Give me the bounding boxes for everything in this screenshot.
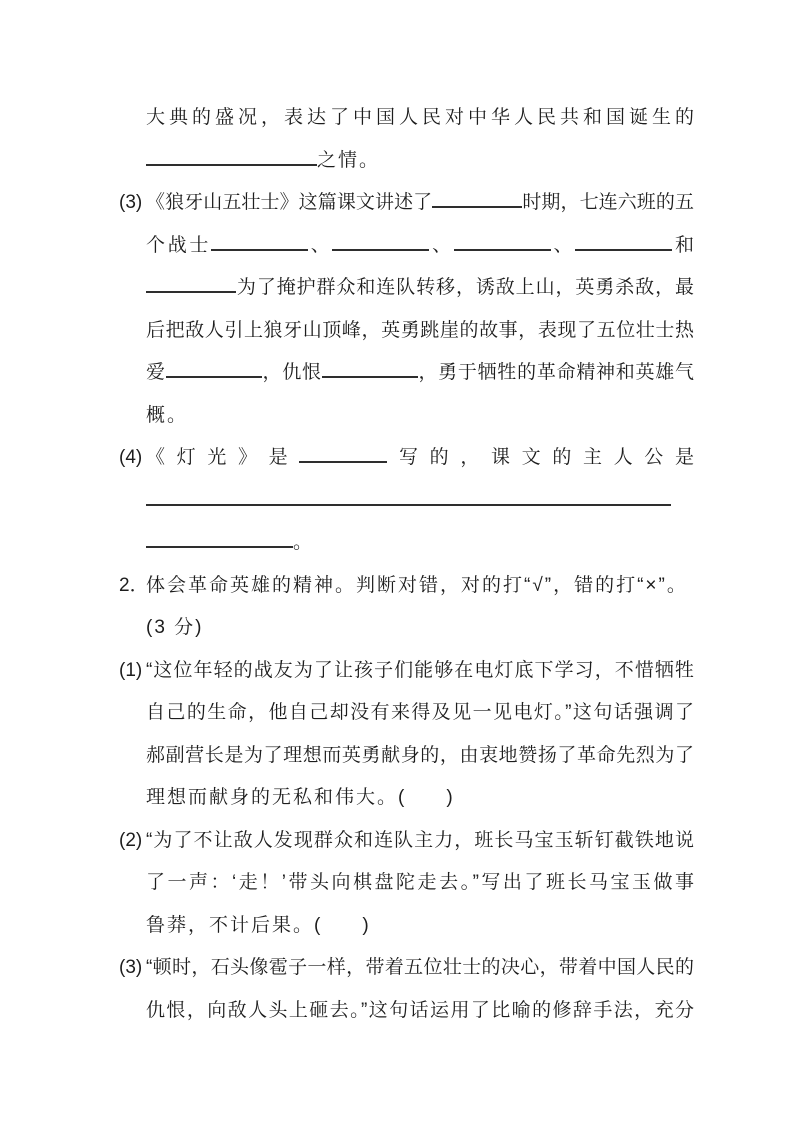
text-segment: 大典的盛况，表达了中国人民对中华人民共和国诞生的: [146, 107, 694, 128]
q1-item3-line-5: [146, 352, 694, 395]
text-segment: ，勇于牺牲的革命精神和英雄气: [417, 362, 694, 383]
text-segment: (3 分): [146, 617, 204, 638]
item-marker: (3): [119, 192, 143, 213]
text-segment: 《狼牙山五壮士》这篇课文讲述了: [146, 192, 433, 213]
text-segment: 为了掩护群众和连队转移，诱敌上山，英勇杀敌，最: [236, 277, 694, 298]
item-marker: (2): [119, 829, 143, 851]
q1-item4-line-2: [146, 480, 694, 523]
answer-blank: [454, 229, 551, 250]
text-segment: “为了不让敌人发现群众和连队主力，班长马宝玉斩钉截铁地说: [146, 829, 694, 851]
q2-item2-line-2: [146, 862, 694, 905]
answer-blank: [432, 187, 522, 208]
text-segment: 、: [429, 234, 454, 256]
q2-item3-line-2: [146, 990, 694, 1033]
q1-item3-line-4: [146, 310, 694, 353]
text-segment: 和: [672, 234, 694, 256]
text-segment: ，仇恨: [261, 362, 322, 383]
text-segment: 。: [293, 532, 315, 553]
text-segment: 自己的生命，他自己却没有来得及见一见电灯。”这句话强调了: [146, 702, 694, 723]
answer-blank: [575, 229, 672, 250]
text-segment: 、: [550, 234, 576, 256]
q2-item2-line-1: [119, 820, 694, 863]
text-segment: “这位年轻的战友为了让孩子们能够在电灯底下学习，不惜牺牲: [146, 659, 694, 681]
item-marker: (4): [119, 447, 143, 468]
q1-item4-line-3: [146, 522, 694, 565]
item-marker: (1): [119, 659, 143, 681]
q1-item2-line-2: [146, 140, 694, 183]
answer-blank: [146, 272, 236, 293]
q2-item1-line-3: [146, 735, 694, 778]
text-segment: 《灯光》是: [146, 447, 300, 468]
text-segment: 郝副营长是为了理想而英勇献身的，由衷地赞扬了革命先烈为了: [146, 744, 694, 766]
q2-item2-line-3: [146, 905, 694, 948]
answer-blank: [146, 527, 293, 548]
q2-item1-line-4: [146, 777, 694, 820]
answer-blank: [146, 484, 671, 505]
answer-blank: [146, 144, 317, 165]
item-marker: 2．: [119, 574, 149, 596]
q2-stem-line-1: [119, 565, 694, 608]
text-segment: 个战士: [146, 234, 212, 256]
q2-item3-line-1: [119, 947, 694, 990]
q1-item3-line-1: [119, 182, 694, 225]
text-segment: 仇恨，向敌人头上砸去。”这句话运用了比喻的修辞手法，充分: [146, 999, 694, 1021]
answer-gap: [406, 802, 446, 803]
text-segment: ): [446, 787, 455, 808]
q1-item4-line-1: [119, 437, 694, 480]
text-segment: 理想而献身的无私和伟大。(: [146, 787, 407, 808]
text-segment: ): [362, 914, 371, 936]
text-segment: “顿时，石头像雹子一样，带着五位壮士的决心，带着中国人民的: [146, 957, 694, 978]
text-segment: 了一声：‘走！’带头向棋盘陀走去。”写出了班长马宝玉做事: [146, 872, 694, 893]
text-segment: 写的，课文的主人公是: [387, 447, 694, 468]
q1-item3-line-2: [146, 225, 694, 268]
q1-item3-line-3: [146, 267, 694, 310]
text-segment: 体会革命英雄的精神。判断对错，对的打“√”，错的打“×”。: [146, 574, 688, 596]
text-segment: 鲁莽，不计后果。(: [146, 914, 323, 936]
text-segment: 爱: [146, 362, 166, 383]
q2-stem-line-2: [146, 607, 694, 650]
answer-blank: [332, 229, 429, 250]
text-segment: 之情。: [317, 149, 381, 171]
q2-item1-line-2: [146, 692, 694, 735]
answer-blank: [299, 442, 387, 463]
item-marker: (3): [119, 957, 143, 978]
answer-blank: [322, 357, 418, 378]
q1-item2-line-1: [146, 97, 694, 140]
q2-item1-line-1: [119, 650, 694, 693]
q1-item3-line-6: [146, 395, 694, 438]
answer-blank: [166, 357, 262, 378]
answer-gap: [322, 930, 362, 931]
text-segment: 、: [308, 234, 333, 256]
text-segment: 后把敌人引上狼牙山顶峰，英勇跳崖的故事，表现了五位壮士热: [146, 319, 694, 341]
answer-blank: [211, 229, 308, 250]
text-segment: 时期，七连六班的五: [522, 192, 694, 213]
text-segment: 概。: [146, 404, 189, 426]
